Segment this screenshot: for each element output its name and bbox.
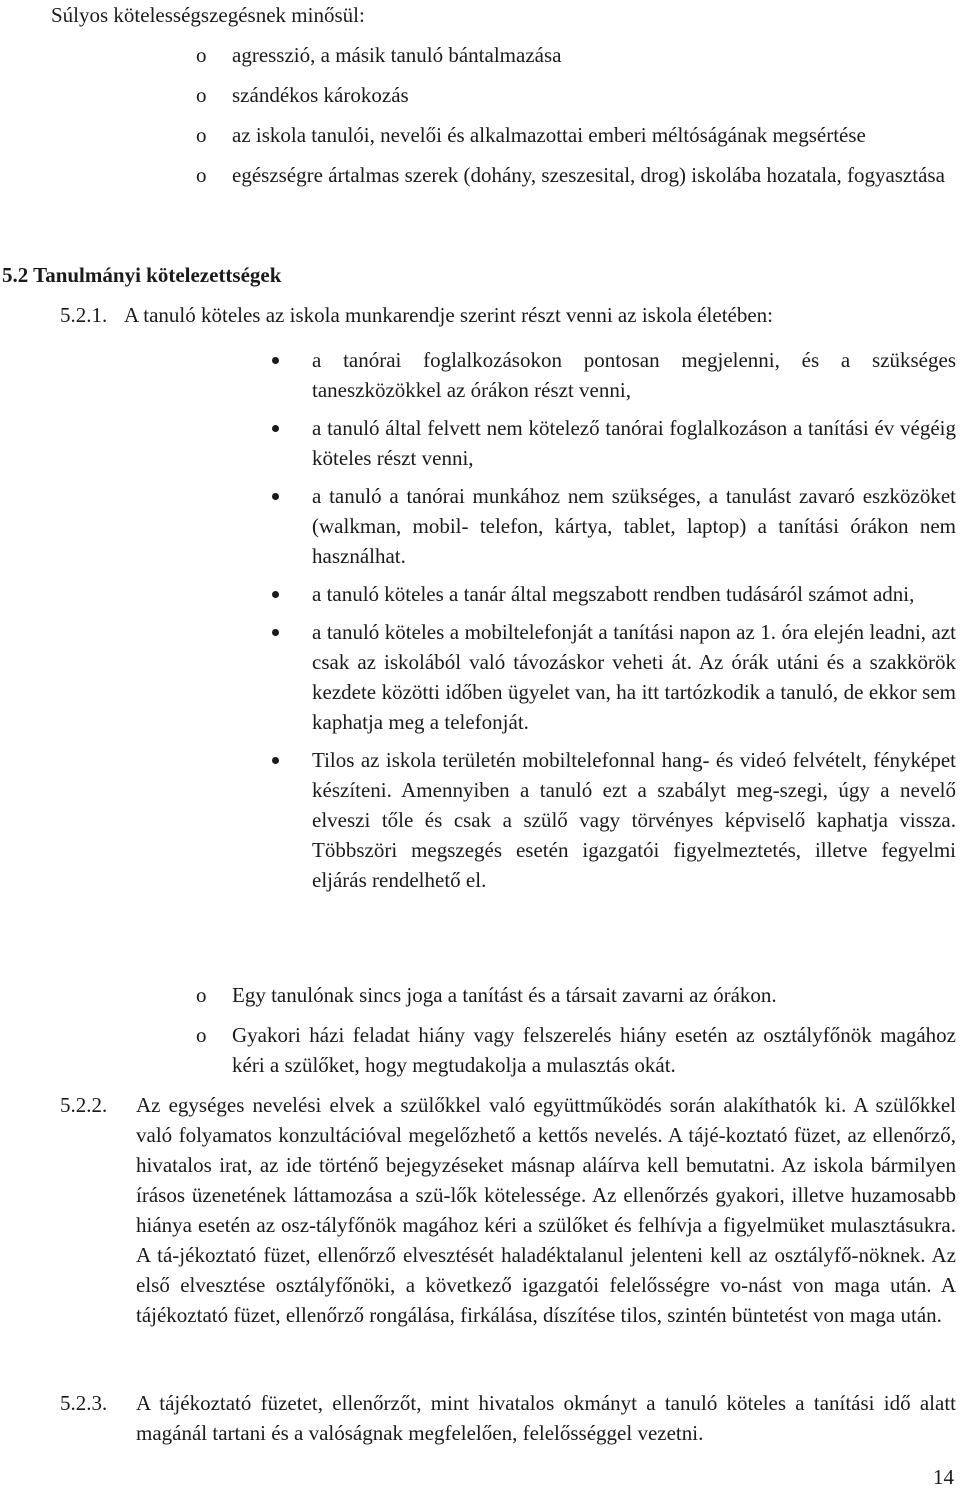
paragraph-number: 5.2.1. [60,303,108,327]
list-item-text: Gyakori házi feladat hiány vagy felszerelés hiány esetén az osztályfőnök magához kéri a szülőket, hogy megtudakolja a mulasztás okát. [232,1023,956,1077]
section-heading: 5.2 Tanulmányi kötelezettségek [2,263,282,287]
bullet-icon [272,357,279,364]
intro-line: Súlyos kötelességszegésnek minősül: [51,3,365,27]
list-marker: o [196,43,207,67]
paragraph-number: 5.2.2. [60,1093,108,1117]
list-item [0,617,960,737]
list-item-text: szándékos károkozás [232,83,409,107]
list-item [0,80,960,110]
list-item-text: agresszió, a másik tanuló bántalmazása [232,43,562,67]
list-item [0,345,960,405]
bullet-icon [272,493,279,500]
other-rules-list [0,980,960,1090]
bullet-icon [272,629,279,636]
list-item-text: Egy tanulónak sincs joga a tanítást és a társait zavarni az órákon. [232,983,777,1007]
list-item [0,980,960,1010]
list-item [0,413,960,473]
list-item [0,120,960,150]
list-marker: o [196,1023,207,1047]
bullet-icon [272,425,279,432]
list-item [0,1020,960,1080]
list-item [0,745,960,895]
bullet-icon [272,757,279,764]
bullet-icon [272,591,279,598]
list-marker: o [196,983,207,1007]
list-item [0,579,960,609]
list-item-text: a tanuló köteles a tanár által megszabott rendben tudásáról számot adni, [312,582,915,606]
paragraph-5-2-1 [60,300,773,330]
list-item-text: a tanuló köteles a mobiltelefonját a tanítási napon az 1. óra elején leadni, azt csak az iskolából való távozáskor veheti át. Az órák utáni és a szakkörök kezdete közötti időben ügyelet van, ha itt tartózkodik a tanuló, de ekkor sem kaphatja meg a telefonját. [312,620,956,734]
list-item-text: a tanuló a tanórai munkához nem szükséges, a tanulást zavaró eszközöket (walkman, mobil- telefon, kártya, tablet, laptop) a tanítási órákon nem használhat. [312,484,956,568]
serious-offense-list [0,40,960,200]
list-item-text: az iskola tanulói, nevelői és alkalmazottai emberi méltóságának megsértése [232,123,866,147]
list-item [0,481,960,571]
paragraph-5-2-2 [60,1090,956,1330]
list-marker: o [196,83,207,107]
list-item-text: Tilos az iskola területén mobiltelefonnal hang- és videó felvételt, fényképet készíteni. Amennyiben a tanuló ezt a szabályt meg-szegi, úgy a nevelő elveszi tőle és csak a szülő vagy törvényes képviselő kaphatja vissza. Többszöri megszegés esetén igazgatói figyelmeztetés, illetve fegyelmi eljárás rendelhető el. [312,748,956,892]
paragraph-number: 5.2.3. [60,1391,108,1415]
list-item-text: a tanórai foglalkozásokon pontosan megjelenni, és a szükséges taneszközökkel az órákon részt venni, [312,348,956,402]
paragraph-text: Az egységes nevelési elvek a szülőkkel való együttműködés során alakíthatók ki. A szülőkkel való folyamatos konzultációval megelőzhető a kettős nevelés. A tájé-koztató füzet, az ellenőrző, hivatalos irat, az ide történő bejegyzéseket másnap aláírva kell bemutatni. Az iskola bármilyen írásos üzenetének láttamozása a szü-lők kötelessége. Az ellenőrzés gyakori, illetve huzamosabb hiánya esetén az osz-tályfőnök magához kéri a szülőket és felhívja a figyelmüket mulasztásukra. A tá-jékoztató füzet, ellenőrző elvesztését haladéktalanul jelenteni kell az osztályfő-nöknek. Az első elvesztése osztályfőnöki, a következő igazgatói felelősségre vo-nást von maga után. A tájékoztató füzet, ellenőrző rongálása, firkálása, díszítése tilos, szintén büntetést von maga után. [136,1093,956,1327]
list-item-text: a tanuló által felvett nem kötelező tanórai foglalkozáson a tanítási év végéig köteles részt venni, [312,416,956,470]
page-number: 14 [933,1465,954,1489]
list-item [0,40,960,70]
paragraph-text: A tájékoztató füzetet, ellenőrzőt, mint hivatalos okmányt a tanuló köteles a tanítási idő alatt magánál tartani és a valóságnak megfelelően, felelősséggel vezetni. [136,1391,956,1445]
list-marker: o [196,163,207,187]
paragraph-5-2-3 [60,1388,956,1448]
list-item-text: egészségre ártalmas szerek (dohány, szeszesital, drog) iskolába hozatala, fogyasztása [232,163,945,187]
paragraph-text: A tanuló köteles az iskola munkarendje szerint részt venni az iskola életében: [124,303,774,327]
list-marker: o [196,123,207,147]
list-item [0,160,960,190]
duties-list [0,345,960,903]
